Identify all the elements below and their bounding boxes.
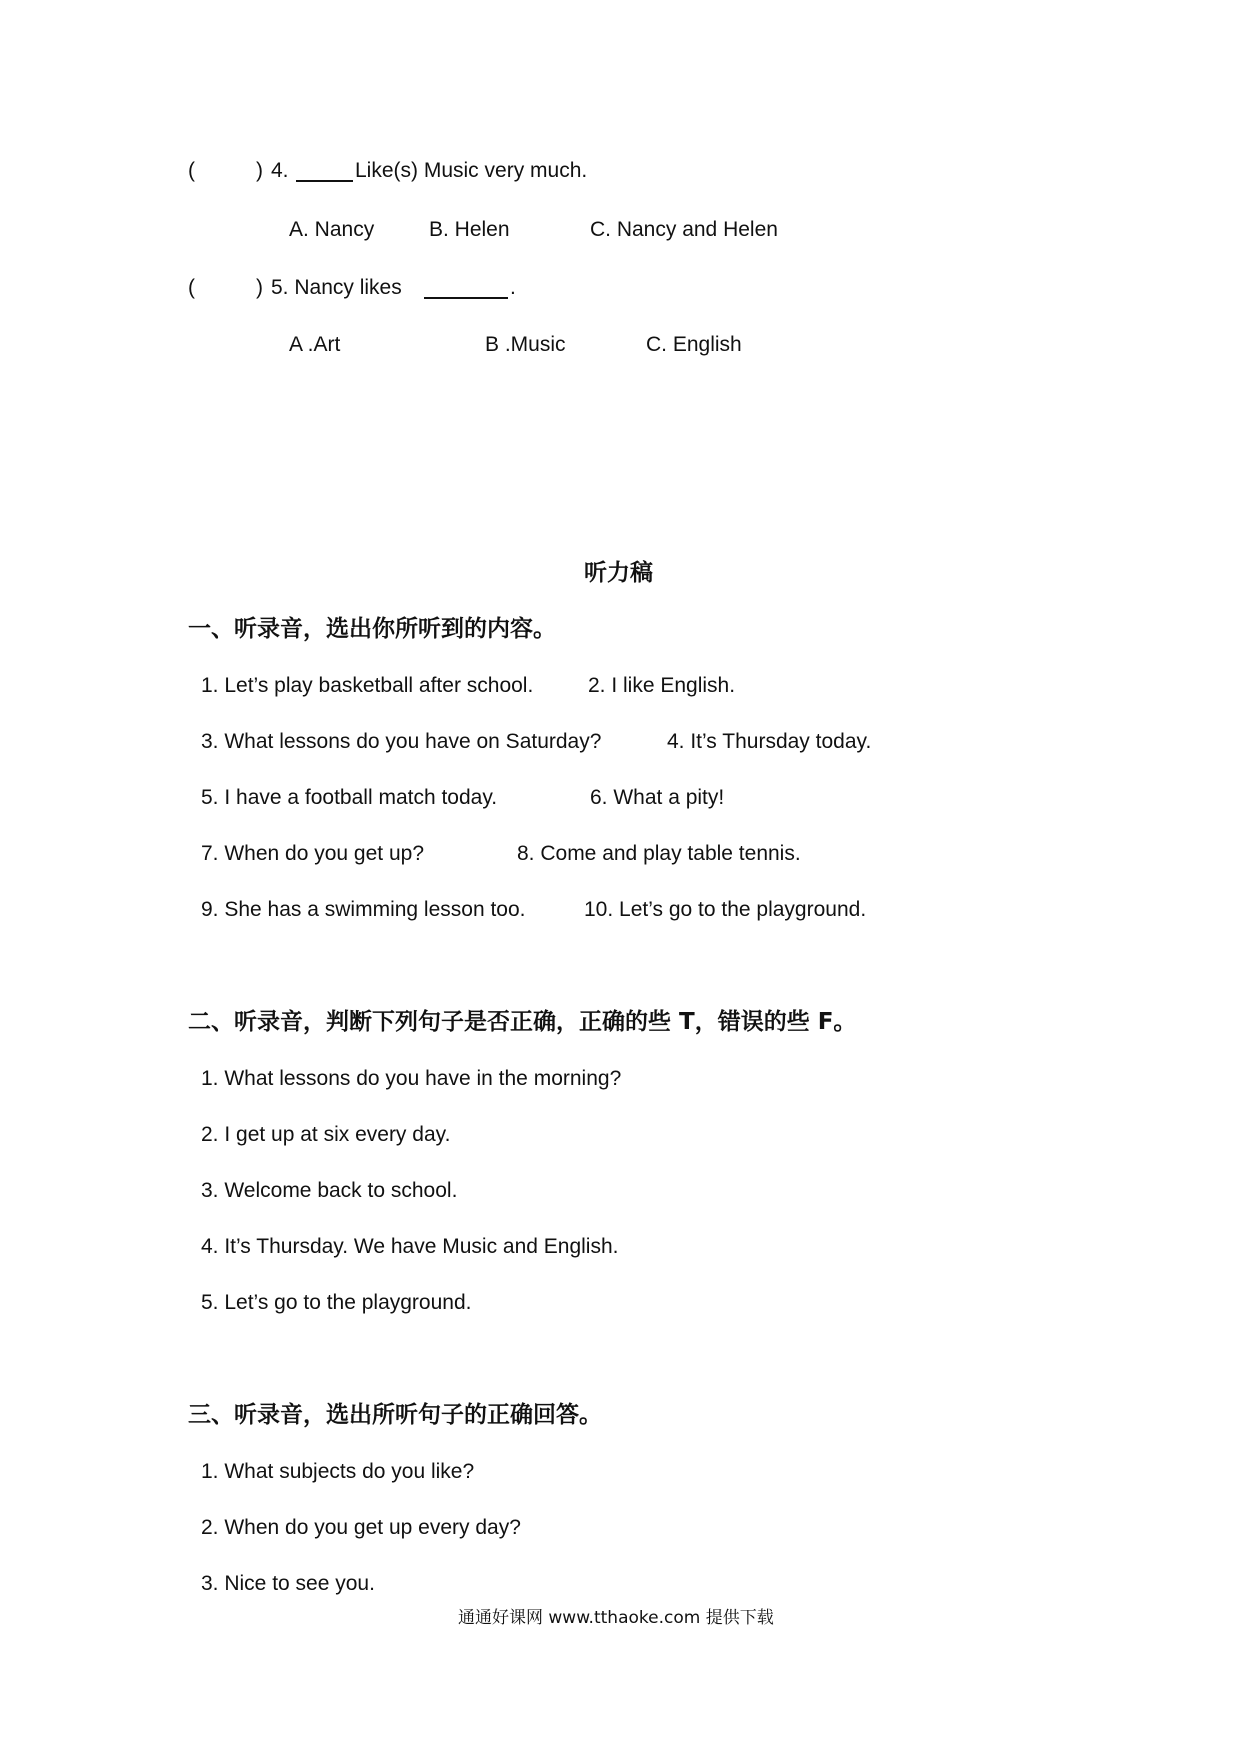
question-number: 4. (271, 159, 289, 182)
option-b: B. Helen (429, 218, 510, 241)
list-item: 3. Welcome back to school. (201, 1179, 458, 1202)
list-item: 4. It’s Thursday today. (667, 730, 872, 753)
list-item: 3. Nice to see you. (201, 1572, 375, 1595)
list-item: 5. Let’s go to the playground. (201, 1291, 472, 1314)
list-item: 4. It’s Thursday. We have Music and English. (201, 1235, 619, 1258)
option-c: C. English (646, 333, 742, 356)
page-footer: 通通好课网 www.tthaoke.com 提供下载 (458, 1608, 774, 1628)
list-item: 1. Let’s play basketball after school. (201, 674, 534, 697)
list-item: 10. Let’s go to the playground. (584, 898, 867, 921)
answer-blank (424, 279, 508, 299)
list-item: 2. I get up at six every day. (201, 1123, 451, 1146)
option-a: A .Art (289, 333, 341, 356)
answer-paren-close: ) (256, 276, 263, 299)
list-item: 5. I have a football match today. (201, 786, 498, 809)
list-item: 3. What lessons do you have on Saturday? (201, 730, 602, 753)
list-item: 7. When do you get up? (201, 842, 424, 865)
answer-paren-close: ) (256, 159, 263, 182)
list-item: 2. I like English. (588, 674, 736, 697)
list-item: 2. When do you get up every day? (201, 1516, 521, 1539)
section-heading: 三、听录音，选出所听句子的正确回答。 (188, 1402, 602, 1428)
answer-paren-open: ( (188, 159, 195, 182)
question-text: . (510, 276, 516, 299)
answer-blank (296, 162, 353, 182)
section-heading: 二、听录音，判断下列句子是否正确，正确的些 T，错误的些 F。 (188, 1009, 857, 1035)
list-item: 9. She has a swimming lesson too. (201, 898, 526, 921)
question-text: Like(s) Music very much. (355, 159, 588, 182)
option-c: C. Nancy and Helen (590, 218, 778, 241)
option-b: B .Music (485, 333, 566, 356)
list-item: 1. What subjects do you like? (201, 1460, 475, 1483)
list-item: 6. What a pity! (590, 786, 725, 809)
option-a: A. Nancy (289, 218, 375, 241)
list-item: 8. Come and play table tennis. (517, 842, 801, 865)
question-number: 5. Nancy likes (271, 276, 402, 299)
answer-paren-open: ( (188, 276, 195, 299)
list-item: 1. What lessons do you have in the morning? (201, 1067, 622, 1090)
section-heading: 一、听录音，选出你所听到的内容。 (188, 616, 556, 642)
transcript-title: 听力稿 (584, 560, 653, 586)
